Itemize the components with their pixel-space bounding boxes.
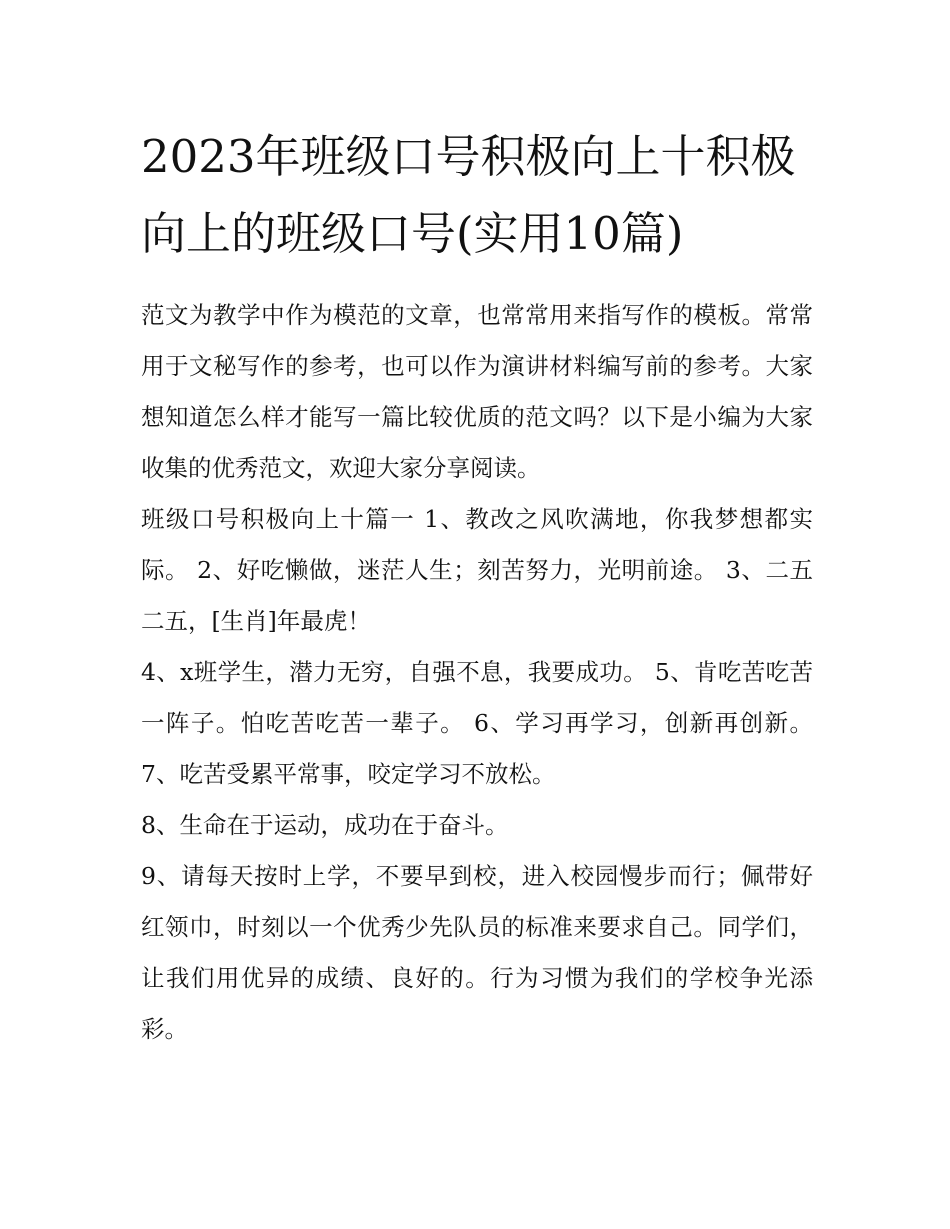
- document-title: 2023年班级口号积极向上十积极向上的班级口号(实用10篇): [141, 130, 796, 260]
- paragraph-slogan-8: 8、生命在于运动，成功在于奋斗。: [141, 811, 509, 839]
- paragraph-slogans-1-3: 班级口号积极向上十篇一 1、教改之风吹满地，你我梦想都实际。 2、好吃懒做，迷茫人生；刻苦努力，光明前途。 3、二五二五，[生肖]年最虎！: [141, 505, 813, 635]
- paragraph-slogans-4-7: 4、x班学生，潜力无穷，自强不息，我要成功。 5、肯吃苦吃苦一阵子。怕吃苦吃苦一辈子。 6、学习再学习，创新再创新。 7、吃苦受累平常事，咬定学习不放松。: [141, 658, 813, 788]
- paragraph-slogan-9: 9、请每天按时上学，不要早到校，进入校园慢步而行；佩带好红领巾，时刻以一个优秀少先队员的标准来要求自己。同学们，让我们用优异的成绩、良好的。行为习惯为我们的学校争光添彩。: [141, 862, 813, 1043]
- paragraph-intro: 范文为教学中作为模范的文章，也常常用来指写作的模板。常常用于文秘写作的参考，也可以作为演讲材料编写前的参考。大家想知道怎么样才能写一篇比较优质的范文吗？以下是小编为大家收集的优秀范文，欢迎大家分享阅读。: [141, 301, 813, 482]
- document-content: [141, 118, 813, 1055]
